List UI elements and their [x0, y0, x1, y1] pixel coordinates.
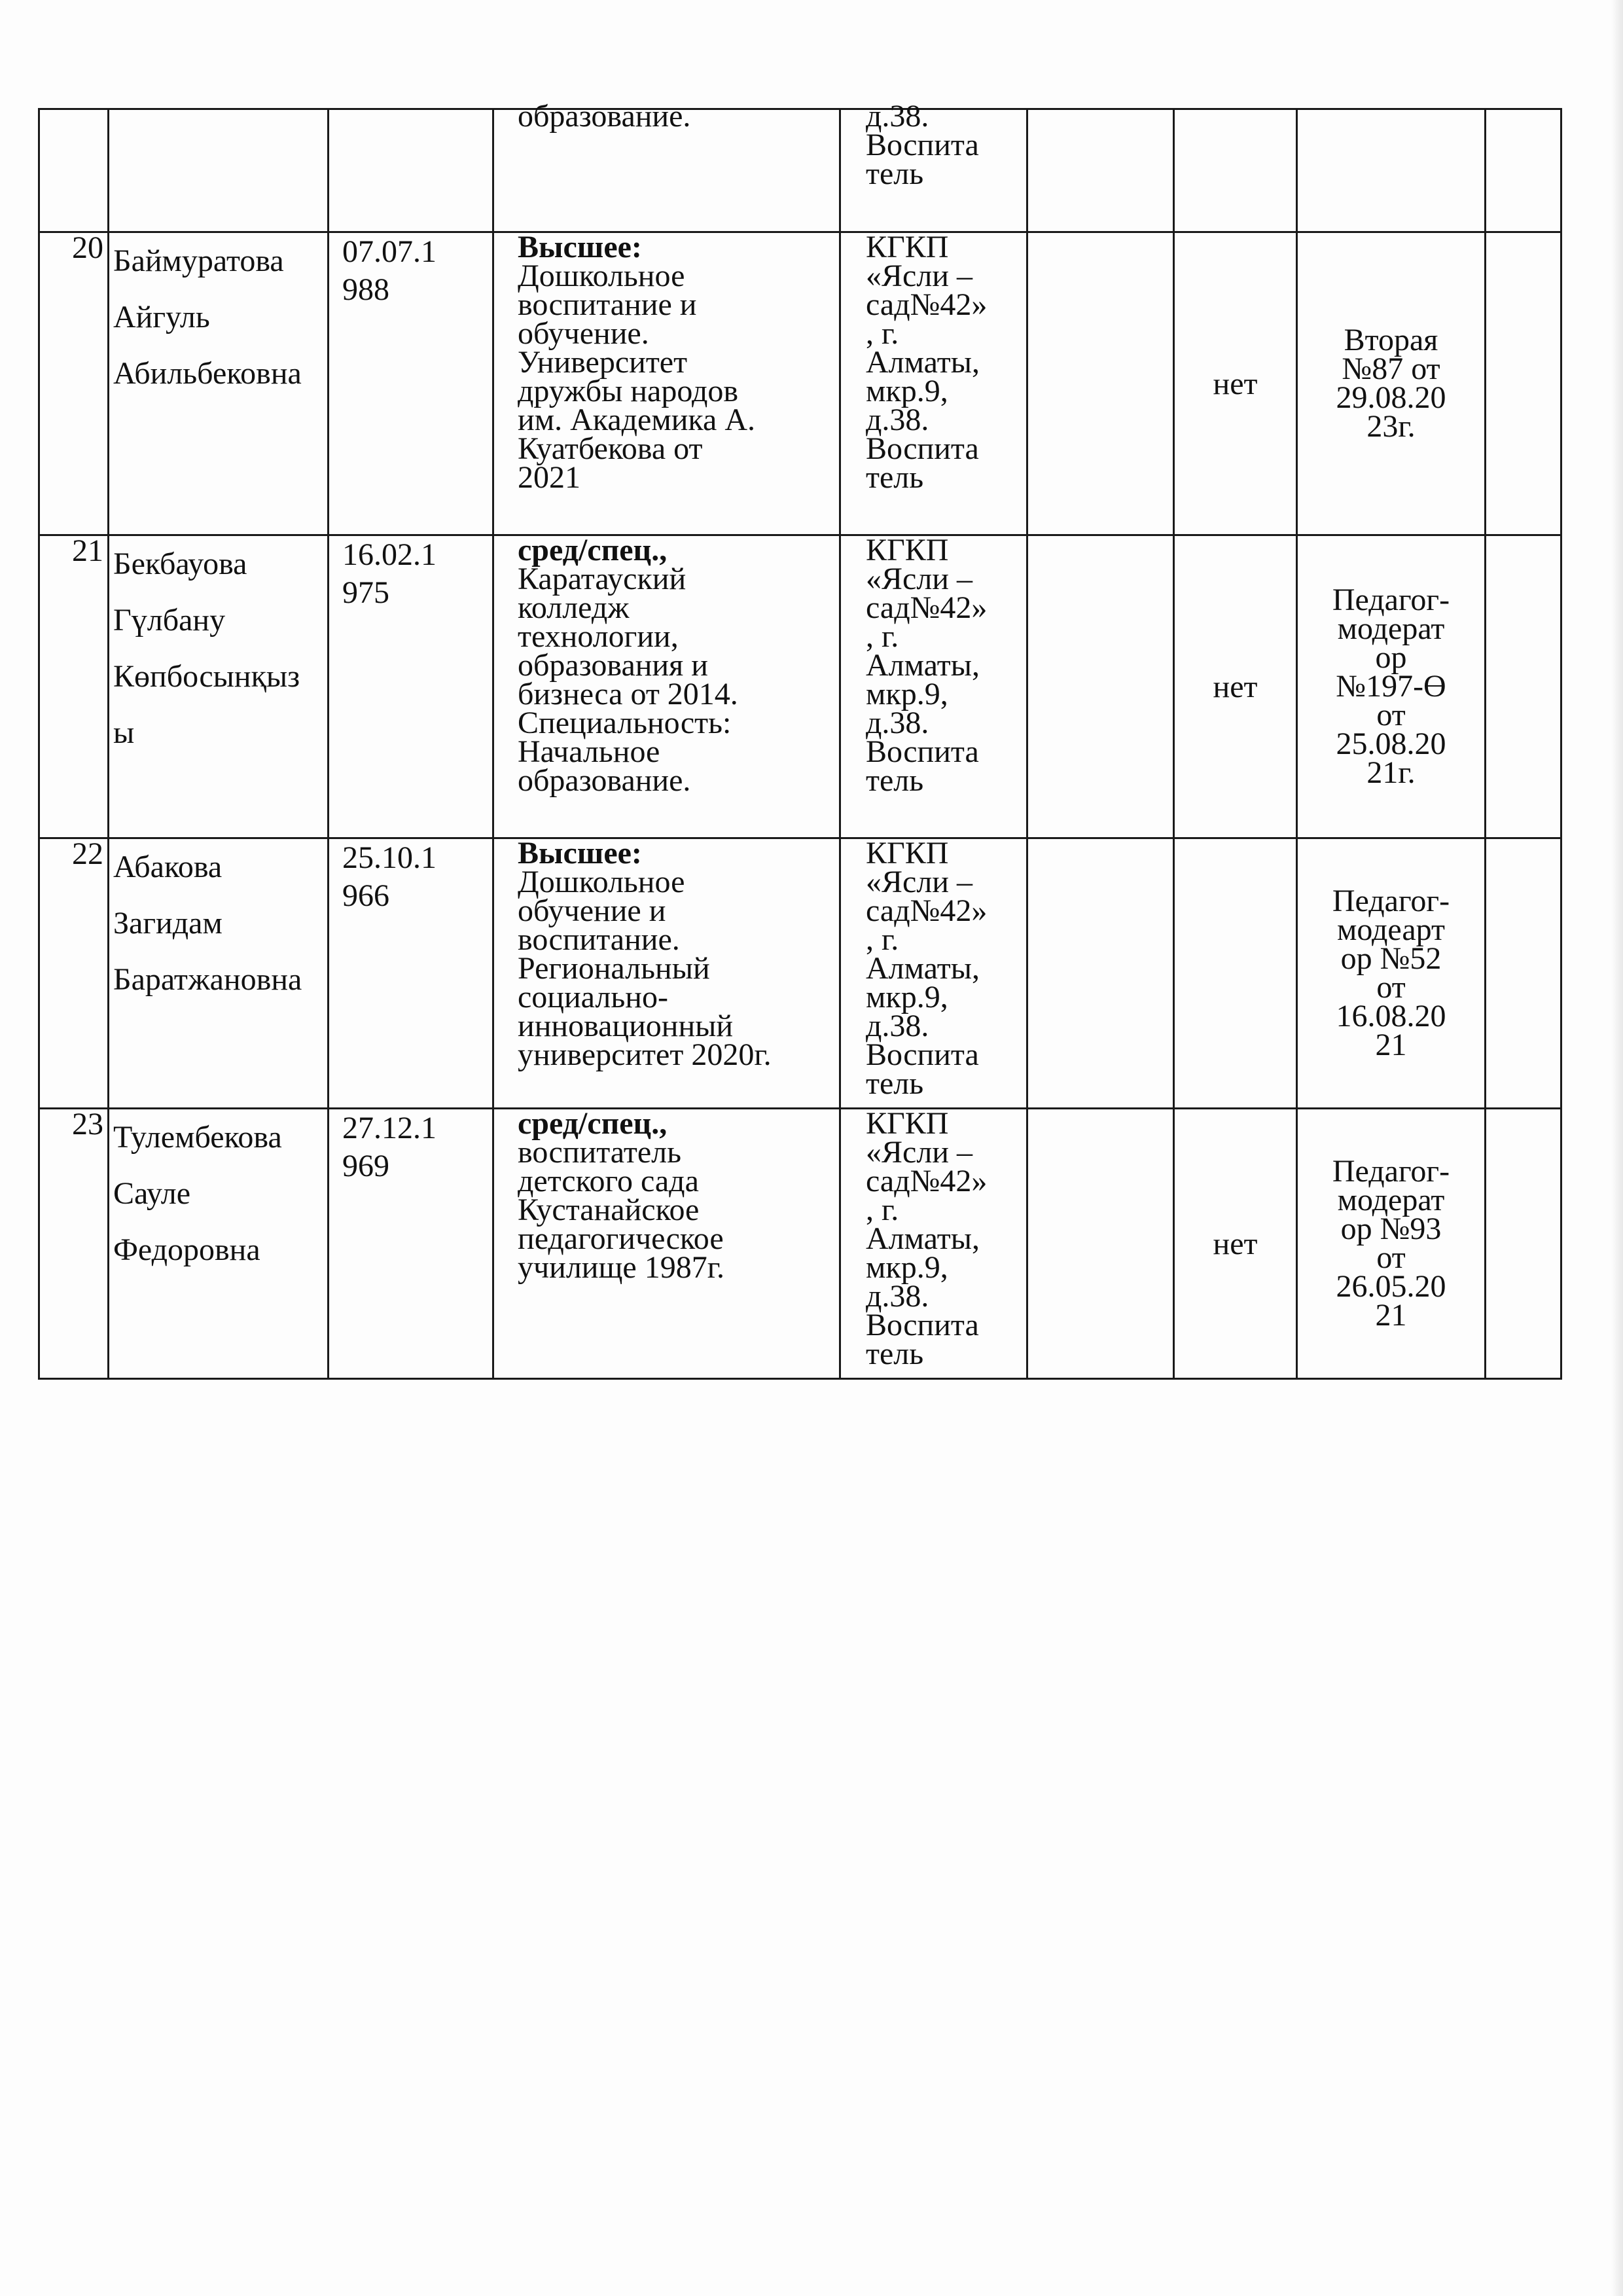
cell-num: [39, 109, 109, 232]
employee-name: Баймуратова Айгуль Абильбековна: [113, 243, 302, 391]
employee-name: Тулембекова Сауле Федоровна: [113, 1120, 282, 1267]
workplace-text: КГКП «Ясли – сад№42» , г. Алматы, мкр.9, д.38. Воспита тель: [866, 836, 988, 1101]
cell-workplace: [840, 232, 1027, 535]
cell-dob: [329, 838, 493, 1109]
birth-date: 25.10.1 966: [342, 840, 437, 913]
education-text: образование.: [518, 99, 691, 134]
cell-workplace: [840, 1106, 1027, 1379]
table-row-continuation: [39, 109, 1561, 232]
cell-category: [1297, 1109, 1486, 1379]
cell-name: [109, 535, 329, 838]
cell-name: [109, 232, 329, 535]
education-details: воспитатель детского сада Кустанайское педагогическое училище 1987г.: [518, 1135, 725, 1285]
cell-col7: [1174, 109, 1297, 232]
scan-edge-shadow: [1611, 0, 1623, 2296]
qualification-category: Педагог- модерат ор №93 от 26.05.20 21: [1332, 1154, 1450, 1333]
birth-date: 27.12.1 969: [342, 1111, 437, 1183]
cell-education: [493, 1106, 840, 1379]
education-level: сред/спец.,: [518, 533, 668, 567]
cell-num: 22: [39, 838, 109, 1109]
cell-education: [493, 535, 840, 838]
cell-col6: [1027, 1109, 1174, 1379]
cell-col7: нет: [1174, 232, 1297, 535]
education-details: Дошкольное воспитание и обучение. Университет дружбы народов им. Академика А. Куатбекова от 2021: [518, 259, 755, 495]
cell-num: 20: [39, 232, 109, 535]
cell-col6: [1027, 109, 1174, 232]
cell-workplace: [840, 535, 1027, 838]
cell-col9: [1486, 232, 1561, 535]
cell-workplace: [840, 838, 1027, 1109]
education-level: Высшее:: [518, 230, 642, 264]
table-row: [39, 1109, 1561, 1379]
staff-table: [38, 99, 1562, 1380]
cell-name: [109, 109, 329, 232]
cell-workplace: [840, 99, 1027, 232]
table-row: [39, 535, 1561, 838]
cell-name: [109, 1109, 329, 1379]
cell-col9: [1486, 838, 1561, 1109]
cell-category: [1297, 535, 1486, 838]
qualification-category: Педагог- модеарт ор №52 от 16.08.20 21: [1332, 884, 1450, 1062]
cell-num: 23: [39, 1109, 109, 1379]
cell-dob: [329, 232, 493, 535]
cell-col9: [1486, 1109, 1561, 1379]
table-row: [39, 838, 1561, 1109]
cell-category: [1297, 232, 1486, 535]
employee-name: Бекбауова Гүлбану Көпбосынқыз ы: [113, 547, 300, 750]
cell-category: [1297, 838, 1486, 1109]
cell-education: [493, 232, 840, 535]
education-details: Дошкольное обучение и воспитание. Региональный социально- инновационный университет 2020г.: [518, 865, 772, 1072]
workplace-text: КГКП «Ясли – сад№42» , г. Алматы, мкр.9, д.38. Воспита тель: [866, 1106, 988, 1371]
workplace-text: КГКП «Ясли – сад№42» , г. Алматы, мкр.9, д.38. Воспита тель: [866, 230, 988, 495]
workplace-text: КГКП «Ясли – сад№42» , г. Алматы, мкр.9, д.38. Воспита тель: [866, 533, 988, 798]
workplace-text: д.38. Воспита тель: [866, 99, 979, 191]
cell-col6: [1027, 838, 1174, 1109]
cell-col7: нет: [1174, 535, 1297, 838]
education-level: Высшее:: [518, 836, 642, 870]
cell-num: 21: [39, 535, 109, 838]
cell-col7: [1174, 838, 1297, 1109]
cell-education: [493, 99, 840, 232]
cell-col6: [1027, 232, 1174, 535]
cell-col6: [1027, 535, 1174, 838]
cell-name: [109, 838, 329, 1109]
cell-dob: [329, 1109, 493, 1379]
cell-dob: [329, 109, 493, 232]
cell-col9: [1486, 535, 1561, 838]
education-level: сред/спец.,: [518, 1106, 668, 1141]
cell-dob: [329, 535, 493, 838]
qualification-category: Вторая №87 от 29.08.20 23г.: [1336, 323, 1446, 444]
cell-col9: [1486, 109, 1561, 232]
table-row: [39, 232, 1561, 535]
birth-date: 16.02.1 975: [342, 537, 437, 610]
cell-col7: нет: [1174, 1109, 1297, 1379]
employee-name: Абакова Загидам Баратжановна: [113, 850, 302, 997]
cell-category: [1297, 109, 1486, 232]
birth-date: 07.07.1 988: [342, 234, 437, 307]
qualification-category: Педагог- модерат ор №197-Ө от 25.08.20 21г.: [1332, 583, 1450, 790]
education-details: Каратауский колледж технологии, образования и бизнеса от 2014. Специальность: Начальное образование.: [518, 562, 738, 798]
cell-education: [493, 838, 840, 1109]
